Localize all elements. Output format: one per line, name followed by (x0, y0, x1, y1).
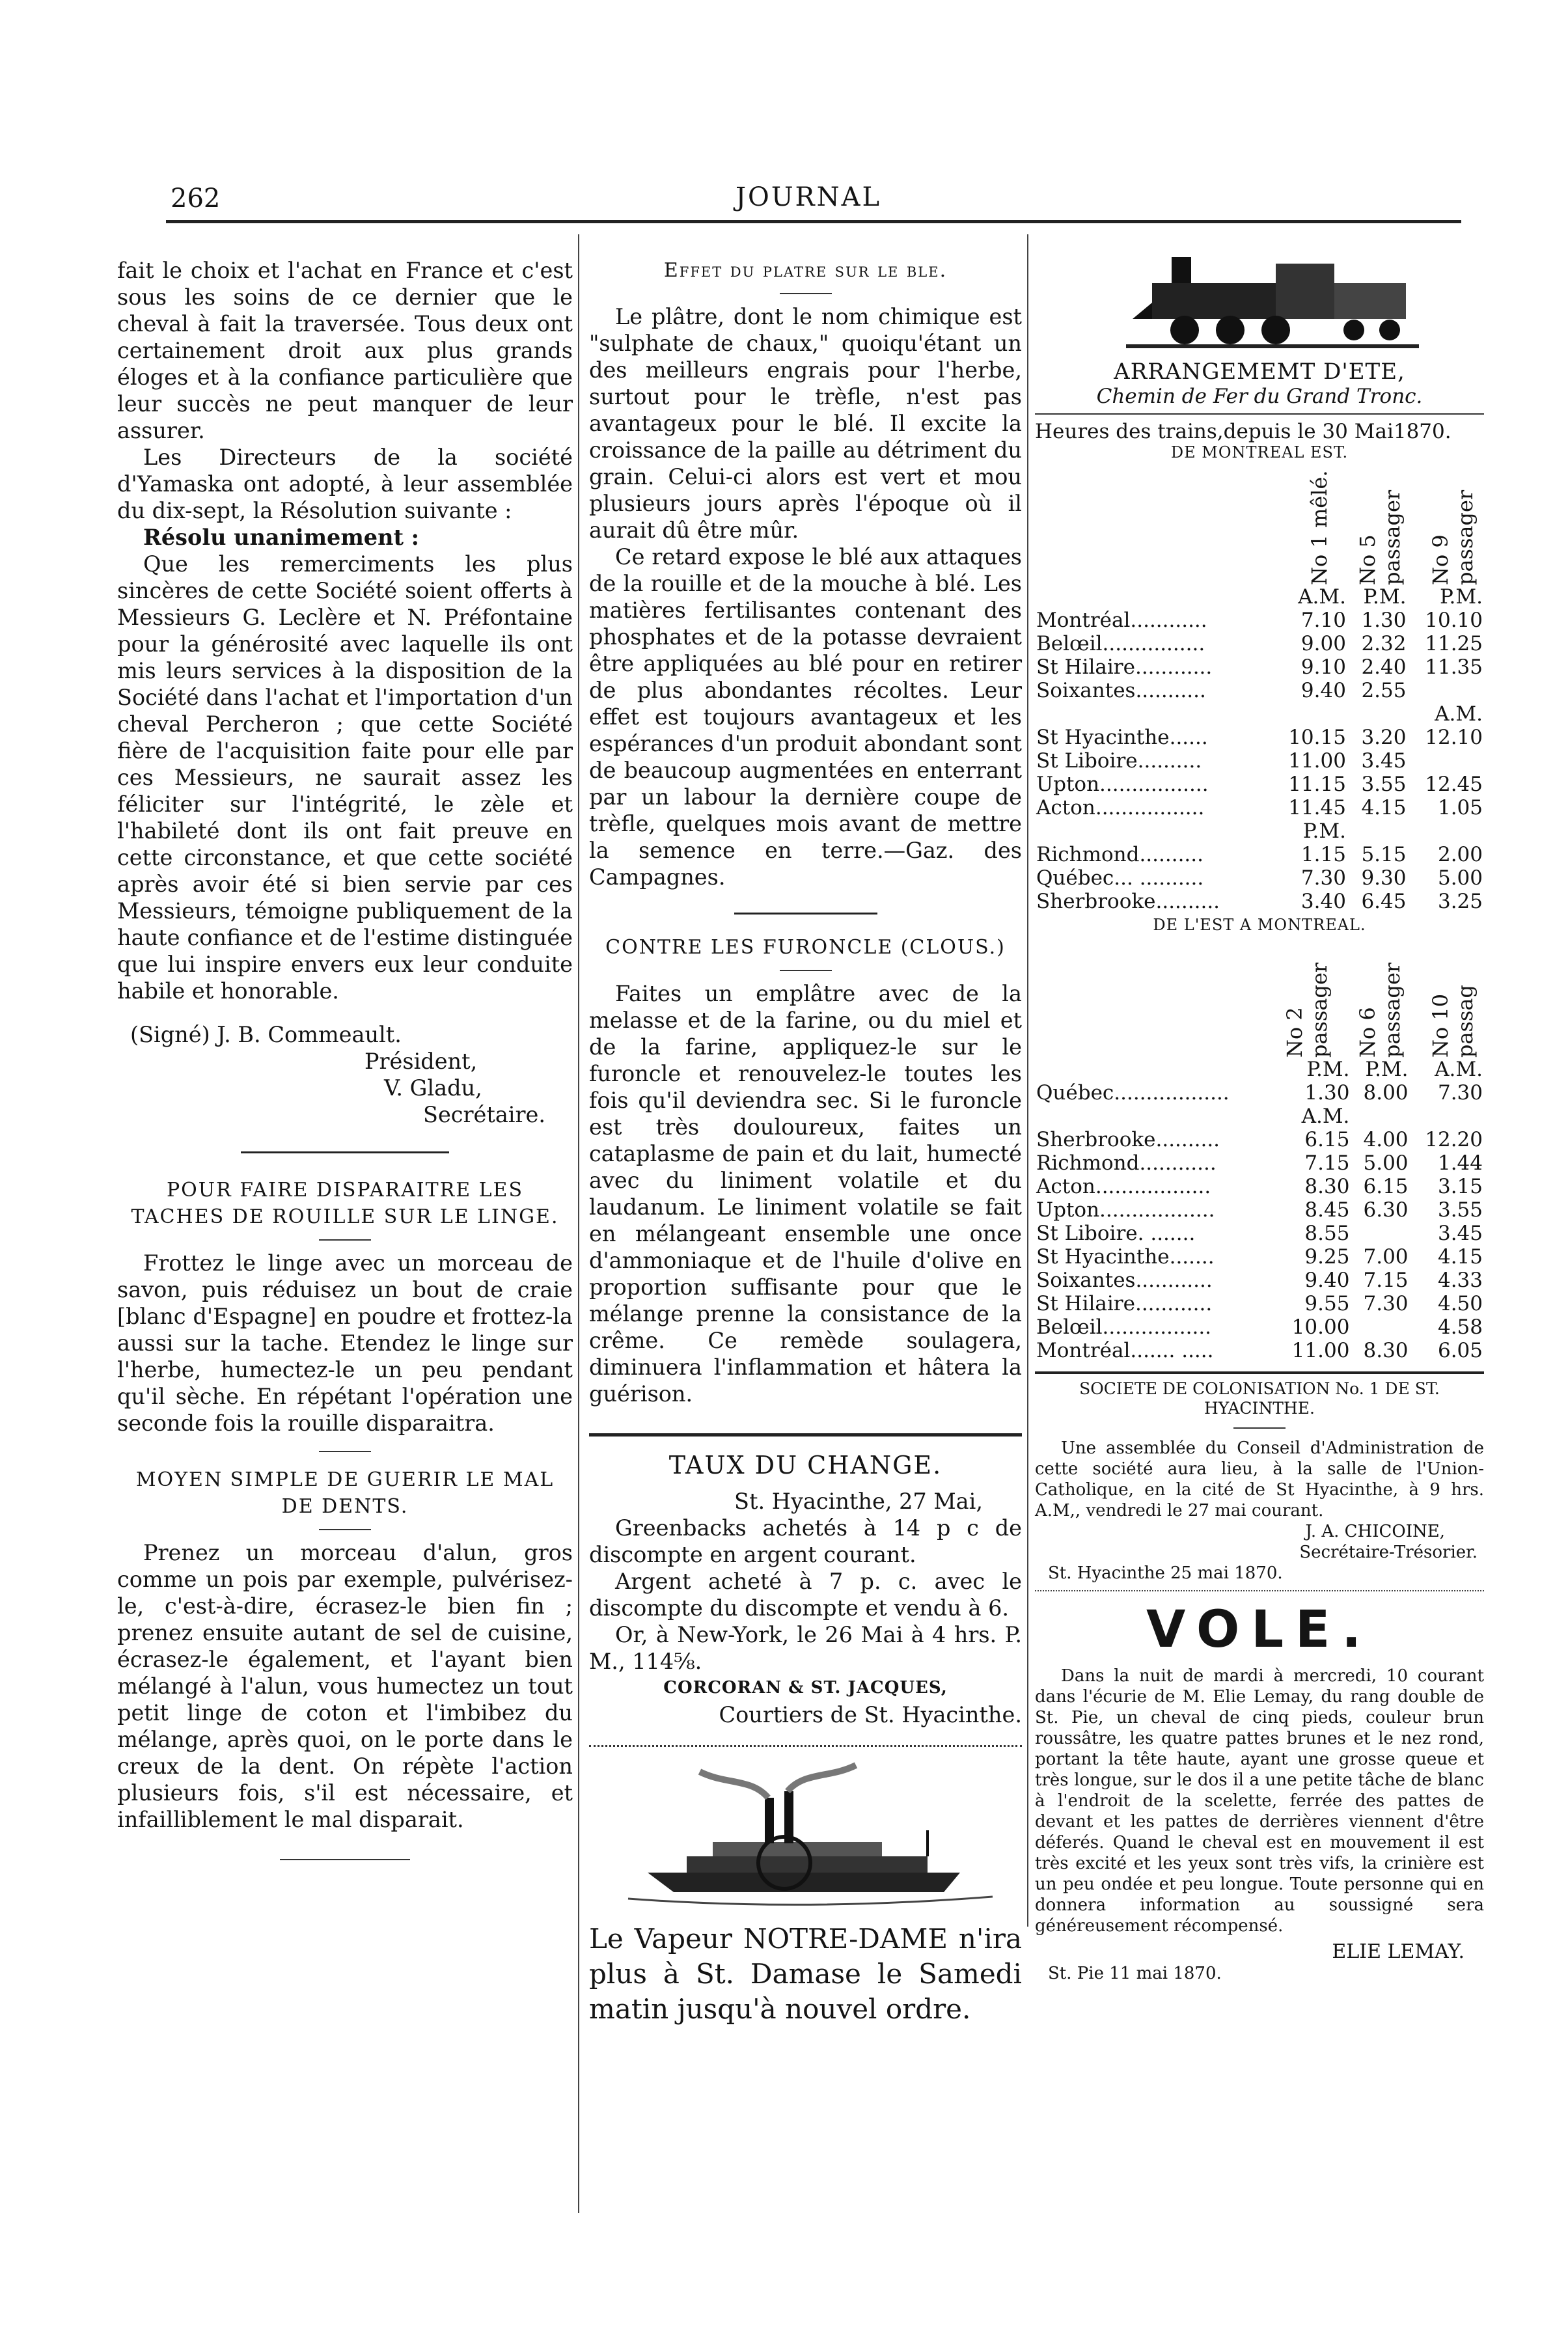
header-rule (166, 220, 1461, 223)
train-time: 12.45 (1425, 773, 1483, 796)
table-row (1035, 843, 1484, 866)
train-time (1407, 819, 1484, 843)
train-time: 7.15 (1304, 1151, 1350, 1175)
direction-heading: DE MONTREAL EST. (1170, 443, 1349, 461)
table-row (1035, 819, 1484, 843)
train-time: 3.15 (1437, 1175, 1483, 1198)
train-time: 2.32 (1361, 632, 1407, 655)
station-name: Acton................. (1036, 796, 1205, 819)
time-period: P.M. (1365, 1058, 1409, 1081)
train-time: 3.55 (1437, 1198, 1483, 1222)
signature-title: Président, (364, 1049, 478, 1074)
time-period: P.M. (1363, 585, 1407, 609)
station-name: Québec.................. (1036, 1081, 1230, 1105)
exchange-line: Greenbacks achetés à 14 p c de discompte en argent courant. (589, 1515, 1022, 1567)
train-time: 11.00 (1288, 749, 1346, 773)
station-name: Sherbrooke.......... (1036, 890, 1220, 913)
train-time: 4.50 (1437, 1292, 1483, 1315)
table-row (1035, 749, 1484, 773)
signature-line: (Signé) J. B. Commeault. (130, 1022, 402, 1047)
train-time (1407, 749, 1484, 773)
station-name (1035, 1105, 1276, 1128)
table-row (1035, 1198, 1484, 1222)
section-rule (1035, 1371, 1484, 1374)
station-name: Upton................. (1036, 773, 1209, 796)
train-header: No 9 passager (1428, 489, 1478, 585)
separator (780, 970, 832, 971)
train-time: 8.55 (1304, 1222, 1350, 1245)
resolution-label: Résolu unanimement : (143, 525, 419, 550)
train-header: No 10 passag (1428, 985, 1478, 1058)
notice-date: St. Hyacinthe 25 mai 1870. (1048, 1563, 1283, 1583)
station-name: Belœil................. (1036, 1315, 1212, 1339)
timetable-eastbound (1035, 1058, 1484, 1362)
station-name: Montréal............ (1036, 609, 1207, 632)
station-name: Richmond............ (1036, 1151, 1217, 1175)
exchange-line: Or, à New-York, le 26 Mai à 4 hrs. P. M., 114⅝. (589, 1622, 1022, 1674)
train-time: 3.20 (1361, 726, 1407, 749)
train-time: 9.25 (1304, 1245, 1350, 1269)
station-name: Sherbrooke.......... (1036, 1128, 1220, 1151)
train-time: 9.40 (1304, 1269, 1350, 1292)
table-row (1035, 609, 1484, 632)
signature-line: V. Gladu, (384, 1075, 482, 1101)
train-header: No 1 mêlé. (1307, 470, 1332, 585)
timetable-title: ARRANGEMEMT D'ETE, (1114, 359, 1405, 385)
station-name: Belœil................ (1036, 632, 1205, 655)
train-time: 3.40 (1300, 890, 1346, 913)
table-row (1035, 726, 1484, 749)
train-time: 4.33 (1437, 1269, 1483, 1292)
page-number: 262 (171, 184, 221, 213)
notice-paragraph: Une assemblée du Conseil d'Administration de cette société aura lieu, à la salle de l'Union-Catholique, en la cité de St Hyacinthe, à 9 hrs. A.M,, vendredi le 27 mai courant. (1035, 1438, 1484, 1520)
table-row (1035, 773, 1484, 796)
time-period: P.M. (1306, 1058, 1350, 1081)
table-row (1035, 1151, 1484, 1175)
article-heading: MOYEN SIMPLE DE GUERIR LE MAL DE DENTS. (135, 1468, 555, 1518)
train-time: 10.10 (1425, 609, 1483, 632)
column-right (1035, 257, 1484, 1984)
article-heading: Effet du platre sur le ble. (663, 259, 948, 282)
train-column-headers (1035, 461, 1484, 585)
train-time: A.M. (1435, 702, 1483, 726)
train-time: 1.30 (1361, 609, 1407, 632)
notice-signature-title: Secrétaire-Trésorier. (1299, 1543, 1478, 1562)
station-name: St Hyacinthe...... (1036, 726, 1208, 749)
train-time: 9.00 (1300, 632, 1346, 655)
train-time: 3.25 (1437, 890, 1483, 913)
notice-signature: J. A. CHICOINE, (1305, 1522, 1445, 1541)
train-time: 11.00 (1291, 1339, 1350, 1362)
locomotive-illustration (1126, 257, 1484, 355)
train-time: 6.15 (1363, 1175, 1409, 1198)
station-name: Upton.................. (1036, 1198, 1215, 1222)
separator (1035, 1590, 1484, 1591)
table-row (1035, 890, 1484, 913)
train-time (1407, 679, 1484, 702)
steamer-notice: Le Vapeur NOTRE-DAME n'ira plus à St. Damase le Samedi matin jusqu'à nouvel ordre. (589, 1923, 1022, 2025)
train-header: No 6 passager (1355, 962, 1405, 1058)
train-time: 11.35 (1425, 655, 1483, 679)
stolen-heading: VOLE. (1146, 1601, 1373, 1659)
article-heading: CONTRE LES FURONCLE (CLOUS.) (605, 936, 1006, 959)
train-time: 8.30 (1304, 1175, 1350, 1198)
train-time: 11.25 (1425, 632, 1483, 655)
train-time: 10.00 (1291, 1315, 1350, 1339)
table-row (1035, 1081, 1484, 1105)
time-period: A.M. (1298, 585, 1346, 609)
train-time: 7.30 (1300, 866, 1346, 890)
separator (1035, 413, 1484, 415)
train-time: 4.15 (1437, 1245, 1483, 1269)
train-time: 4.00 (1363, 1128, 1409, 1151)
train-time: 11.15 (1288, 773, 1346, 796)
article-paragraph: Les Directeurs de la société d'Yamaska ont adopté, à leur assemblée du dix-sept, la Résolution suivante : (117, 445, 573, 523)
broker-name: CORCORAN & ST. JACQUES, (663, 1678, 948, 1698)
train-time: 11.45 (1288, 796, 1346, 819)
train-time: 7.10 (1300, 609, 1346, 632)
train-header: No 5 passager (1355, 489, 1405, 585)
table-row (1035, 866, 1484, 890)
train-time: 5.00 (1363, 1151, 1409, 1175)
train-header: No 2 passager (1282, 962, 1332, 1058)
signature-block (117, 1021, 573, 1128)
article-paragraph: Ce retard expose le blé aux attaques de la rouille et de la mouche à blé. Les matières fertilisantes contenant des phosphates et de la potasse devraient être appliquées au blé pour en retirer de plus abondantes récoltes. Leur effet est toujours avantageux et les espérances d'un produit abondant sont de beaucoup augmentées en enterrant par un labour la dernière coupe de trèfle, quelques mois avant de mettre la semence en terre.—Gaz. des Campagnes. (589, 544, 1022, 890)
train-time: 4.58 (1437, 1315, 1483, 1339)
section-rule (589, 1433, 1022, 1437)
train-time: 5.00 (1437, 866, 1483, 890)
direction-heading: DE L'EST A MONTREAL. (1153, 916, 1366, 934)
timetable-westbound (1035, 585, 1484, 913)
train-time (1351, 1222, 1409, 1245)
timetable-effective: Heures des trains,depuis le 30 Mai1870. (1035, 420, 1451, 443)
table-row (1035, 1222, 1484, 1245)
separator (780, 293, 832, 294)
steamboat-illustration (589, 1759, 1022, 1921)
time-period: A.M. (1435, 1058, 1483, 1081)
separator (734, 913, 877, 914)
exchange-title: TAUX DU CHANGE. (668, 1451, 942, 1479)
train-column-headers (1035, 934, 1484, 1058)
train-time: 9.30 (1361, 866, 1407, 890)
separator (1233, 1427, 1286, 1429)
train-time: 2.55 (1361, 679, 1407, 702)
train-time (1410, 1105, 1484, 1128)
table-row (1035, 585, 1484, 609)
column-left (117, 257, 573, 1869)
article-paragraph: Prenez un morceau d'alun, gros comme un pois par exemple, pulvérisez-le, c'est-à-dire, écrasez-le bien fin ; prenez ensuite autant de sel de cuisine, écrasez-le également, et l'ayant bien mélangé à l'alun, vous humectez un tout petit linge de coton et l'imbibez du mélange, après quoi, on le porte dans le creux de la dent. On répète l'action plusieurs fois, s'il est nécessaire, et infailliblement le mal disparait. (117, 1540, 573, 1832)
table-row (1035, 1269, 1484, 1292)
train-time (1271, 702, 1347, 726)
table-row (1035, 1128, 1484, 1151)
table-row (1035, 679, 1484, 702)
column-divider (578, 234, 579, 2213)
broker-location: Courtiers de St. Hyacinthe. (719, 1702, 1022, 1727)
train-time: 6.45 (1361, 890, 1407, 913)
train-time: 7.15 (1363, 1269, 1409, 1292)
train-time: 10.15 (1288, 726, 1346, 749)
train-time: 12.10 (1425, 726, 1483, 749)
train-time: 6.30 (1363, 1198, 1409, 1222)
article-paragraph: fait le choix et l'achat en France et c'est sous les soins de ce dernier que le cheval à fait la traversée. Tous deux ont certainement droit aux plus grands éloges et à la confiance particulière que leur succès ne peut manquer de leur assurer. (117, 258, 573, 443)
train-time: 5.15 (1361, 843, 1407, 866)
train-time: 1.15 (1300, 843, 1346, 866)
table-row (1035, 1105, 1484, 1128)
table-row (1035, 1245, 1484, 1269)
train-time: 8.45 (1304, 1198, 1350, 1222)
time-period: P.M. (1439, 585, 1483, 609)
stolen-signature: ELIE LEMAY. (1332, 1940, 1465, 1963)
exchange-line: Argent acheté à 7 p. c. avec le discompte du discompte et vendu à 6. (589, 1569, 1022, 1621)
table-row (1035, 702, 1484, 726)
article-paragraph: Le plâtre, dont le nom chimique est "sulphate de chaux," quoiqu'étant un des meilleurs engrais pour l'herbe, surtout pour le trèfle, n'est pas avantageux pour le blé. Il excite la croissance de la paille au détriment du grain. Celui-ci alors est vert et mou plusieurs jours après l'époque où il aurait dû être mûr. (589, 304, 1022, 543)
train-time: 9.55 (1304, 1292, 1350, 1315)
station-name: Québec... .......... (1036, 866, 1204, 890)
station-name: St Hilaire............ (1036, 1292, 1213, 1315)
train-time: 3.55 (1361, 773, 1407, 796)
train-time: P.M. (1302, 819, 1346, 843)
article-paragraph: Que les remerciments les plus sincères de cette Société soient offerts à Messieurs G. Leclère et N. Préfontaine pour la générosité avec laquelle ils ont mis leurs services à la disposition de la Société dans l'achat et l'importation d'un cheval Percheron ; que cette Société fière de l'acquisition faite pour elle par ces Messieurs, ne saurait assez les féliciter sur l'intégrité, le zèle et l'habileté dont ils ont fait preuve en cette circonstance, et que cette société après avoir été si bien servie par ces Messieurs, témoigne publiquement de la haute confiance et de l'estime distinguée que lui inspire envers eux leur conduite habile et honorable. (117, 551, 573, 1004)
station-name (1035, 702, 1271, 726)
timetable-subtitle: Chemin de Fer du Grand Tronc. (1096, 385, 1423, 408)
train-time: 6.15 (1304, 1128, 1350, 1151)
train-time: 6.05 (1437, 1339, 1483, 1362)
station-name (1035, 819, 1271, 843)
station-name: Soixantes............ (1036, 1269, 1213, 1292)
train-time: 2.00 (1437, 843, 1483, 866)
train-time: 9.10 (1300, 655, 1346, 679)
signature-title: Secrétaire. (423, 1102, 546, 1127)
table-row (1035, 1292, 1484, 1315)
train-time: 7.30 (1363, 1292, 1409, 1315)
separator (319, 1239, 371, 1241)
separator (241, 1151, 449, 1153)
table-row (1035, 655, 1484, 679)
train-time: 2.40 (1361, 655, 1407, 679)
station-name: St Liboire. ....... (1036, 1222, 1196, 1245)
table-row (1035, 1175, 1484, 1198)
station-name: Montréal....... ..... (1036, 1339, 1214, 1362)
separator (280, 1859, 410, 1860)
train-time: 3.45 (1437, 1222, 1483, 1245)
separator (319, 1529, 371, 1530)
station-name: Soixantes........... (1036, 679, 1206, 702)
exchange-date: St. Hyacinthe, 27 Mai, (734, 1489, 983, 1514)
column-divider (1027, 234, 1028, 1927)
station-name: St Hyacinthe....... (1036, 1245, 1215, 1269)
train-time: 1.44 (1437, 1151, 1483, 1175)
train-time: 9.40 (1300, 679, 1346, 702)
station-name: St Hilaire............ (1036, 655, 1213, 679)
article-paragraph: Frottez le linge avec un morceau de savon, puis réduisez un bout de craie [blanc d'Espagne] en poudre et frottez-la aussi sur la tache. Etendez le linge sur l'herbe, humectez-le un peu pendant qu'il sèche. En répétant l'opération une seconde fois la rouille disparaitra. (117, 1250, 573, 1436)
train-time: A.M. (1301, 1105, 1350, 1128)
notice-title: SOCIETE DE COLONISATION No. 1 DE ST. HYACINTHE. (1079, 1379, 1440, 1418)
train-time: 8.30 (1363, 1339, 1409, 1362)
column-middle (589, 257, 1022, 2027)
stolen-date: St. Pie 11 mai 1870. (1048, 1964, 1222, 1983)
article-heading: POUR FAIRE DISPARAITRE LES TACHES DE ROUILLE SUR LE LINGE. (131, 1179, 559, 1228)
train-time (1347, 819, 1408, 843)
train-time: 3.45 (1361, 749, 1407, 773)
stolen-paragraph: Dans la nuit de mardi à mercredi, 10 courant dans l'écurie de M. Elie Lemay, du rang double de St. Pie, un cheval de cinq pieds, couleur brun roussâtre, les quatre pattes brunes et le nez rond, portant la tête haute, ayant une grosse queue et très longue, sur le dos il a une petite tâche de blanc à l'endroit de la scelette, ferrée des pattes de devant et les pattes de derrières viennent d'être déferés. Quand le cheval est en mouvement il est très excité et les yeux sont très vifs, la crinière est un peu ondée et peu longue. Toute personne qui en donnera information au soussigné sera généreusement récompensé. (1035, 1666, 1484, 1936)
train-time (1347, 702, 1408, 726)
train-time (1351, 1315, 1409, 1339)
table-row (1035, 632, 1484, 655)
train-time: 12.20 (1425, 1128, 1483, 1151)
table-row (1035, 796, 1484, 819)
train-time: 4.15 (1361, 796, 1407, 819)
table-row (1035, 1315, 1484, 1339)
station-name: Richmond.......... (1036, 843, 1204, 866)
table-row (1035, 1058, 1484, 1081)
station-name: Acton.................. (1036, 1175, 1211, 1198)
train-time: 7.30 (1437, 1081, 1483, 1105)
train-time: 1.05 (1437, 796, 1483, 819)
train-time (1351, 1105, 1409, 1128)
train-time: 8.00 (1363, 1081, 1409, 1105)
article-paragraph: Faites un emplâtre avec de la melasse et de la farine, ou du miel et de la farine, appliquez-le sur le furoncle et renouvelez-le toutes les fois qu'il deviendra sec. Si le furoncle est très douloureux, faites un cataplasme de pain et du lait, humecté avec du liniment volatile et du laudanum. Le liniment volatile se fait en mélangeant ensemble une once d'ammoniaque et de l'huile d'olive en proportion suffisante pour que le mélange prenne la consistance de la crême. Ce remède soulagera, diminuera l'inflammation et hâtera la guérison. (589, 981, 1022, 1407)
station-name: St Liboire.......... (1036, 749, 1202, 773)
train-time: 1.30 (1304, 1081, 1350, 1105)
separator (319, 1451, 371, 1452)
newspaper-title: JOURNAL (736, 182, 882, 212)
table-row (1035, 1339, 1484, 1362)
separator (589, 1745, 1022, 1747)
train-time: 7.00 (1363, 1245, 1409, 1269)
